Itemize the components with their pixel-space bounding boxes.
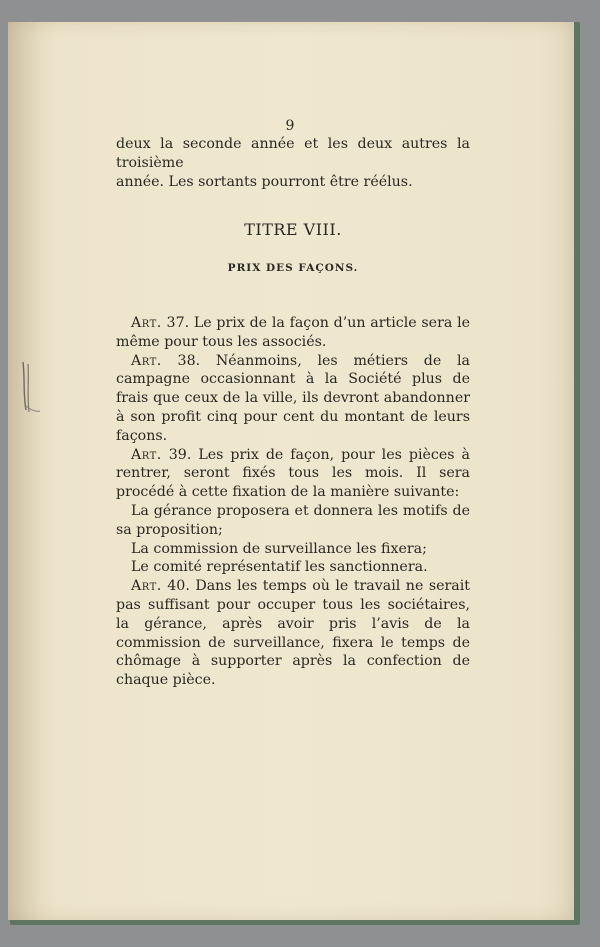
procedure-text: Le comité représentatif les sanctionnera. [131, 559, 428, 576]
section-subtitle: PRIX DES FAÇONS. [227, 262, 359, 274]
procedure-text: La gérance proposera et donnera les motifs de sa proposition; [116, 502, 470, 538]
article-paragraph [116, 314, 470, 352]
article-text: 37. Le prix de la façon d’un article sera le même pour tous les associés. [116, 315, 470, 350]
article-label: Art. [131, 446, 162, 463]
article-text: 40. Dans les temps où le travail ne serait pas suffisant pour occuper tous les sociétaires, la gérance, après avoir pris l’avis de la commission de surveillance, fixera le temps de chômage à supporter après la confection de chaque pièce. [116, 578, 470, 689]
continued-paragraph [116, 135, 470, 192]
continued-line: deux la seconde année et les deux autres la troisième [116, 136, 470, 171]
page-number: 9 [285, 118, 295, 134]
article-label: Art. [131, 578, 162, 595]
binding-thread-icon [17, 360, 41, 420]
procedure-paragraph [116, 502, 470, 540]
procedure-text: La commission de surveillance les fixera; [131, 540, 427, 557]
articles-body [116, 314, 470, 690]
procedure-paragraph [116, 558, 470, 577]
article-label: Art. [131, 315, 162, 331]
procedure-paragraph [116, 540, 470, 559]
section-title: TITRE VIII. [244, 220, 342, 239]
article-paragraph [116, 577, 470, 690]
article-label: Art. [131, 352, 162, 369]
article-paragraph [116, 446, 470, 502]
continued-line: année. Les sortants pourront être réélus. [116, 174, 413, 190]
article-text: 39. Les prix de façon, pour les pièces à rentrer, seront fixés tous les mois. Il sera procédé à cette fixation de la manière suivante: [116, 446, 470, 501]
binding-fold [8, 22, 58, 920]
article-paragraph [116, 352, 470, 446]
article-text: 38. Néanmoins, les métiers de la campagne occasionnant à la Société plus de frais que ceux de la ville, ils devront abandonner à son profit cinq pour cent du montant de leurs façons. [116, 352, 470, 444]
